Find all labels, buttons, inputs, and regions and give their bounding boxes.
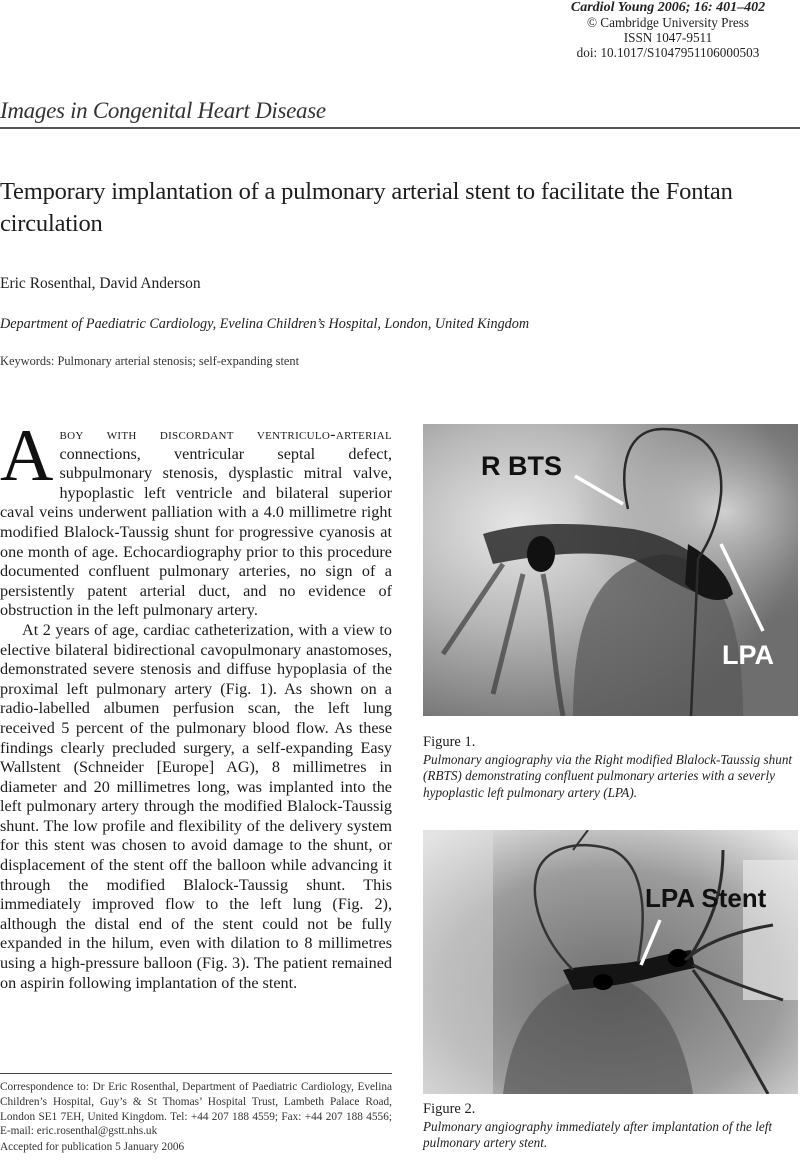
journal-citation: Cardiol Young 2006; 16: 401–402	[570, 0, 766, 15]
correspondence-note: Correspondence to: Dr Eric Rosenthal, Department of Paediatric Cardiology, Evelina Children’s Hospital, Guy’s & St Thomas’ Hospital Trust, Lambeth Palace Road, London SE1 7EH, United Kingdom. Tel: +44 207 188 4559; Fax: +44 207 188 4556; E-mail: eric.rosenthal@gstt.nhs.uk	[0, 1081, 392, 1138]
figure-2-image	[423, 830, 798, 1094]
figure-2-caption-text: Pulmonary angiography immediately after implantation of the left pulmonary artery stent.	[423, 1118, 773, 1151]
footnote-divider	[0, 1073, 392, 1074]
affiliation: Department of Paediatric Cardiology, Evelina Children’s Hospital, London, United Kingdom	[0, 316, 530, 332]
label-rbts: R BTS	[481, 451, 562, 481]
publisher: © Cambridge University Press	[586, 15, 750, 30]
label-lpa-stent: LPA Stent	[645, 883, 767, 913]
figure-1-caption-text: Pulmonary angiography via the Right modified Blalock-Taussig shunt (RBTS) demonstrating confluent pulmonary arteries with a severly hypoplastic left pulmonary artery (LPA).	[423, 751, 793, 800]
drop-cap: A	[0, 415, 54, 497]
lead-in: boy with discordant ventriculo-arterial	[59, 425, 392, 443]
accepted-date: Accepted for publication 5 January 2006	[0, 1141, 185, 1153]
section-divider	[0, 127, 800, 129]
journal-info	[538, 0, 798, 60]
body-text	[0, 415, 392, 993]
angiogram-1-graphic	[423, 424, 798, 716]
figure-1-caption	[423, 734, 800, 801]
article-title: Temporary implantation of a pulmonary arterial stent to facilitate the Fontan circulation	[0, 178, 733, 237]
figure-1-image	[423, 424, 798, 716]
issn: ISSN 1047-9511	[623, 30, 713, 45]
authors: Eric Rosenthal, David Anderson	[0, 275, 201, 292]
figure-2-label: Figure 2.	[423, 1101, 476, 1117]
paragraph-2: At 2 years of age, cardiac catheterization, with a view to elective bilateral bidirectional cavopulmonary anastomoses, demonstrated severe stenosis and diffuse hypoplasia of the proximal left pulmonary artery (Fig. 1). As shown on a radio-labelled albumen perfusion scan, the left lung received 5 percent of the pulmonary blood flow. As these findings clearly precluded surgery, a self-expanding Easy Wallstent (Schneider [Europe] AG), 8 millimetres in diameter and 20 millimetres long, was implanted into the left pulmonary artery through the modified Blalock-Taussig shunt. The low profile and flexibility of the delivery system for this stent was chosen to avoid damage to the shunt, or displacement of the stent off the balloon while advancing it through the modified Blalock-Taussig shunt. This immediately improved flow to the left lung (Fig. 2), although the distal end of the stent could not be fully expanded in the hilum, even with dilation to 8 millimetres using a high-pressure balloon (Fig. 3). The patient remained on aspirin following implantation of the stent.	[0, 620, 392, 992]
paragraph-1-text: connections, ventricular septal defect, subpulmonary stenosis, dysplastic mitral valve, hypoplastic left ventricle and bilateral superior caval veins underwent palliation with a 4.0 millimetre right modified Blalock-Taussig shunt for progressive cyanosis at one month of age. Echocardiography prior to this procedure documented confluent pulmonary arteries, no sign of a persistently patent arterial duct, and no evidence of obstruction in the left pulmonary artery.	[0, 444, 392, 620]
doi: doi: 10.1017/S1047951106000503	[576, 45, 760, 60]
paragraph-1	[0, 415, 392, 621]
angiogram-2-graphic	[423, 830, 798, 1094]
section-header: Images in Congenital Heart Disease	[0, 98, 326, 123]
keywords: Keywords: Pulmonary arterial stenosis; self-expanding stent	[0, 354, 300, 368]
label-lpa: LPA	[722, 640, 774, 670]
figure-2-caption	[423, 1101, 800, 1152]
figure-1-label: Figure 1.	[423, 734, 476, 750]
